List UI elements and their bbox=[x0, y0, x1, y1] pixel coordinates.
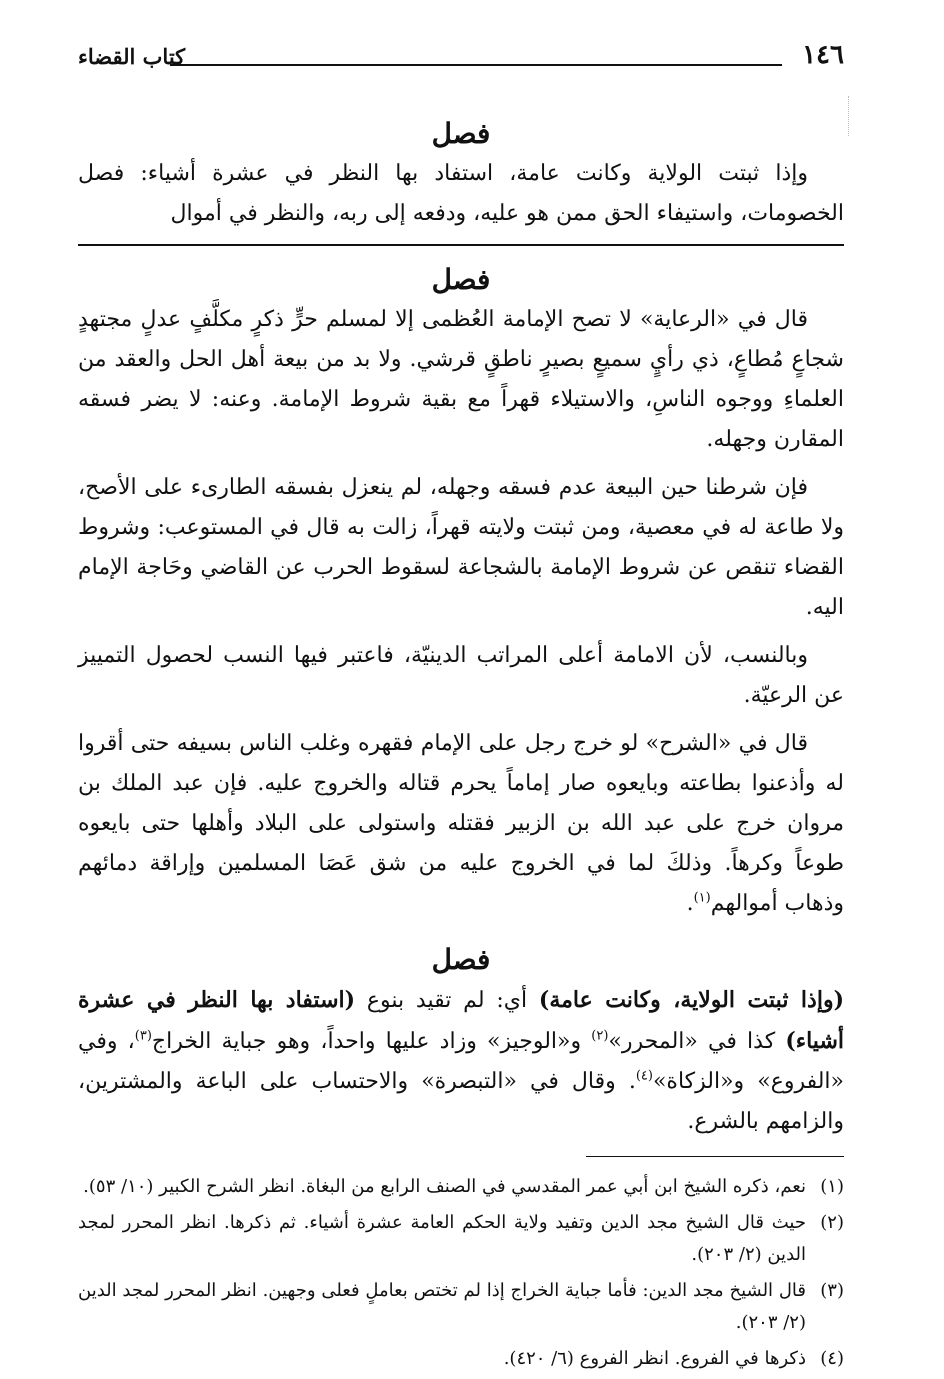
page-number: ١٤٦ bbox=[802, 40, 844, 70]
commentary-paragraph bbox=[78, 980, 844, 1142]
paragraph-text: قال في «الشرح» لو خرج رجل على الإمام فقهره وغلب الناس بسيفه حتى أقروا له وأذعنوا بطاعته وبايعوه صار إماماً يحرم قتاله والخروج عليه. فإن عبد الملك بن مروان خرج على عبد الله بن الزبير فقتله واستولى على البلاد وأهلها حتى بايعوه طوعاً وكرهاً. وذلكَ لما في الخروج عليه من شق عَصَا المسلمين وإراقة دمائهم وذهاب أموالهم bbox=[78, 731, 844, 916]
header-rule bbox=[170, 64, 782, 66]
footnote-number: (١) bbox=[820, 1176, 844, 1197]
paragraph-text: . وقال في «التبصرة» والاحتساب على الباعة والمشترين، والزامهم بالشرع. bbox=[78, 1069, 844, 1134]
footnote-ref: (١) bbox=[693, 890, 711, 906]
paragraph: قال في «الشرح» لو خرج رجل على الإمام فقهره وغلب الناس بسيفه حتى أقروا له وأذعنوا بطاعته وبايعوه صار إماماً يحرم قتاله والخروج عليه. فإن عبد الملك بن مروان خرج على عبد الله بن الزبير فقتله واستولى على البلاد وأهلها حتى بايعوه طوعاً وكرهاً. وذلكَ لما في الخروج عليه من شق عَصَا المسلمين وإراقة دمائهم وذهاب أموالهم$^{(١)}$. bbox=[78, 731, 844, 916]
footnotes bbox=[78, 1171, 844, 1375]
footnote bbox=[78, 1343, 844, 1375]
paragraph: فإن شرطنا حين البيعة عدم فسقه وجهله، لم ينعزل بفسقه الطارىء على الأصح، ولا طاعة له في معصية، ومن ثبتت ولايته قهراً، زالت به قال في المستوعب: وشروط القضاء تنقص عن شروط الإمامة بالشجاعة لسقوط الحرب عن القاضي وحَاجة الإمام اليه. bbox=[78, 475, 844, 620]
section-heading: فصل bbox=[431, 943, 491, 976]
paragraph-text: و«الوجيز» وزاد عليها واحداً، وهو جباية الخراج bbox=[151, 1029, 592, 1054]
footnote bbox=[78, 1275, 844, 1339]
footnote bbox=[78, 1207, 844, 1271]
footnote-number: (٤) bbox=[820, 1348, 844, 1369]
matn-quote: (استفاد بها النظر في عشرة أشياء) bbox=[78, 987, 844, 1054]
matn-quote: (وإذا ثبتت الولاية، وكانت عامة) bbox=[538, 987, 844, 1013]
running-header bbox=[78, 40, 844, 74]
paragraph: قال في «الرعاية» لا تصح الإمامة العُظمى إلا لمسلم حرٍّ ذكرٍ مكلَّفٍ عدلٍ مجتهدٍ شجاعٍ مُطاعٍ، ذي رأيٍ سميعٍ بصيرٍ ناطقٍ قرشي. ولا بد من بيعة أهل الحل والعقد من العلماءِ ووجوه الناسِ، والاستيلاء قهراً مع بقية شروط الإمامة. وعنه: لا يضر فسقه المقارن وجهله. bbox=[78, 307, 844, 452]
footnote-ref: (٢) bbox=[591, 1028, 609, 1044]
section-divider bbox=[78, 244, 844, 246]
paragraph-text: كذا في «المحرر» bbox=[608, 1029, 786, 1054]
footnote-text: قال الشيخ مجد الدين: فأما جباية الخراج إذا لم تختص بعاملٍ فعلى وجهين. انظر المحرر لمجد الدين (٢/ ٢٠٣). bbox=[78, 1280, 806, 1333]
footnote-text: نعم، ذكره الشيخ ابن أبي عمر المقدسي في الصنف الرابع من البغاة. انظر الشرح الكبير (١٠/ ٥٣). bbox=[83, 1176, 806, 1197]
footnote-text: ذكرها في الفروع. انظر الفروع (٦/ ٤٢٠). bbox=[503, 1348, 806, 1369]
footnote-number: (٣) bbox=[820, 1280, 844, 1301]
book-page bbox=[78, 40, 844, 1379]
section-heading: فصل bbox=[431, 117, 491, 150]
book-title: كتاب القضاء bbox=[78, 44, 186, 69]
paragraph: وبالنسب، لأن الامامة أعلى المراتب الدينيّة، فاعتبر فيها النسب لحصول التمييز عن الرعيّة. bbox=[78, 643, 844, 708]
footnote-number: (٢) bbox=[820, 1212, 844, 1233]
footnote-ref: (٣) bbox=[134, 1028, 152, 1044]
footnote bbox=[78, 1171, 844, 1203]
footnote-text: حيث قال الشيخ مجد الدين وتفيد ولاية الحكم العامة عشرة أشياء. ثم ذكرها. انظر المحرر لمجد الدين (٢/ ٢٠٣). bbox=[78, 1212, 806, 1265]
footnote-separator bbox=[586, 1156, 844, 1157]
paragraph-text: ، وفي «الفروع» و«الزكاة» bbox=[78, 1029, 844, 1094]
margin-mark bbox=[848, 96, 849, 136]
paragraph-text: أي: لم تقيد بنوع bbox=[355, 988, 539, 1013]
matn-text: وإذا ثبتت الولاية وكانت عامة، استفاد بها النظر في عشرة أشياء: فصل الخصومات، واستيفاء الحق ممن هو عليه، ودفعه إلى ربه، والنظر في أموال bbox=[78, 161, 844, 226]
section-heading: فصل bbox=[431, 263, 491, 296]
footnote-ref: (٤) bbox=[635, 1068, 653, 1084]
